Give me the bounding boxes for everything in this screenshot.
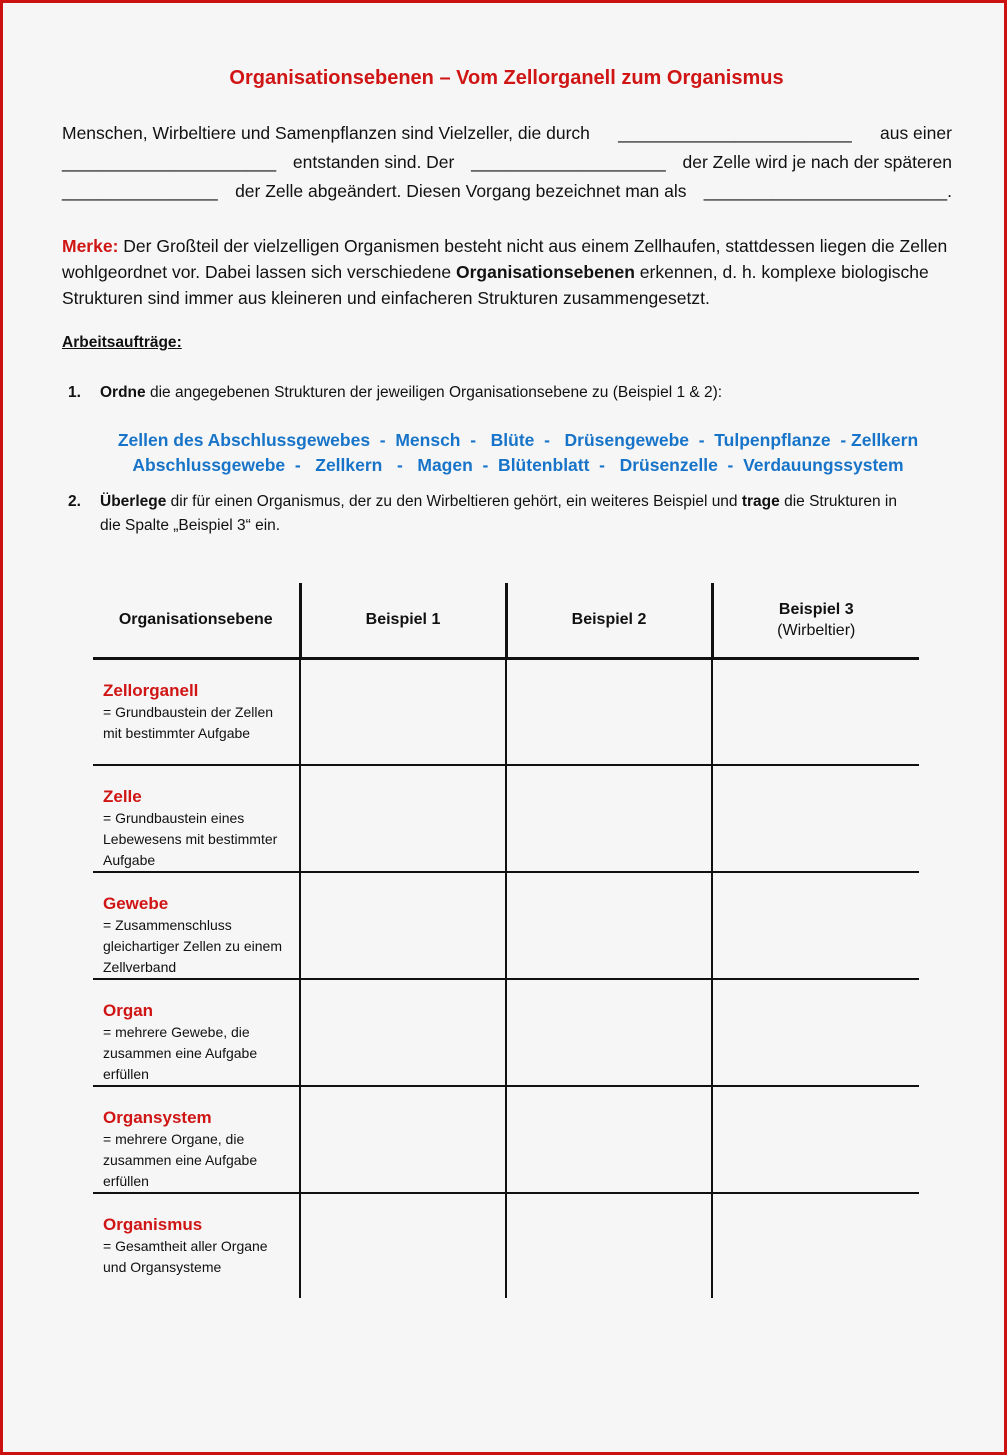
answer-cell-beispiel-2[interactable]: [506, 765, 712, 872]
answer-cell-beispiel-3[interactable]: [712, 872, 919, 979]
answer-cell-beispiel-1[interactable]: [300, 1193, 506, 1298]
arbeitsauftraege-heading: Arbeitsaufträge:: [62, 334, 182, 351]
level-cell: [93, 979, 300, 1086]
word-bank-line-2: Abschlussgewebe - Zellkern - Magen - Blütenblatt - Drüsenzelle - Verdauungssystem: [132, 455, 904, 475]
answer-cell-beispiel-3[interactable]: [712, 1193, 919, 1298]
level-description: = mehrere Organe, die zusammen eine Aufgabe erfüllen: [103, 1131, 258, 1189]
merke-note: [62, 233, 954, 311]
level-cell: [93, 872, 300, 979]
word-bank: [93, 428, 943, 478]
task-2: [68, 490, 908, 538]
level-cell: [93, 659, 300, 766]
header-beispiel-1: Beispiel 1: [300, 583, 506, 659]
intro-text: aus einer: [879, 123, 952, 143]
level-name: Organ: [103, 1001, 154, 1020]
merke-text: Der Großteil der vielzelligen Organismen besteht nicht aus einem Zellhaufen, stattdessen liegen die Zellen wohlgeordnet vor. Dabei lassen sich verschiedene: [62, 236, 948, 282]
blank-line: ____________________: [471, 152, 666, 172]
answer-cell-beispiel-2[interactable]: [506, 1193, 712, 1298]
table-row: [93, 872, 919, 979]
level-cell: [93, 1193, 300, 1298]
level-description: = Zusammenschluss gleichartiger Zellen zu einem Zellverband: [103, 917, 282, 975]
table-row: [93, 1193, 919, 1298]
task-number: 2.: [68, 493, 81, 510]
intro-text: entstanden sind. Der: [292, 152, 455, 172]
answer-cell-beispiel-2[interactable]: [506, 979, 712, 1086]
answer-cell-beispiel-3[interactable]: [712, 765, 919, 872]
task-verb: Ordne: [100, 384, 146, 401]
merke-bold-term: Organisationsebenen: [455, 262, 635, 282]
answer-cell-beispiel-2[interactable]: [506, 872, 712, 979]
organisation-table: [93, 583, 919, 1298]
task-verb: trage: [741, 493, 780, 510]
word-bank-line-1: Zellen des Abschlussgewebes - Mensch - Blüte - Drüsengewebe - Tulpenpflanze - Zellkern: [117, 430, 919, 450]
level-description: = mehrere Gewebe, die zusammen eine Aufgabe erfüllen: [103, 1024, 258, 1082]
answer-cell-beispiel-3[interactable]: [712, 659, 919, 766]
header-organisationsebene: Organisationsebene: [93, 583, 300, 659]
task-verb: Überlege: [100, 493, 167, 510]
blank-line: ________________________: [618, 123, 852, 143]
intro-line-3: [62, 177, 952, 206]
level-description: = Grundbaustein der Zellen mit bestimmter Aufgabe: [103, 704, 274, 741]
level-cell: [93, 1086, 300, 1193]
task-number: 1.: [68, 384, 81, 401]
merke-label: Merke:: [62, 236, 119, 256]
answer-cell-beispiel-1[interactable]: [300, 659, 506, 766]
answer-cell-beispiel-1[interactable]: [300, 872, 506, 979]
blank-line: ________________: [62, 181, 218, 201]
answer-cell-beispiel-2[interactable]: [506, 1086, 712, 1193]
blank-line: _________________________.: [703, 181, 952, 201]
table-row: [93, 979, 919, 1086]
level-name: Zelle: [103, 787, 142, 806]
level-description: = Gesamtheit aller Organe und Organsysteme: [103, 1238, 268, 1275]
header-beispiel-3-label: Beispiel 3: [778, 600, 854, 618]
task-text: dir für einen Organismus, der zu den Wirbeltieren gehört, ein weiteres Beispiel und: [166, 493, 742, 510]
header-beispiel-2: Beispiel 2: [506, 583, 712, 659]
level-name: Gewebe: [103, 894, 169, 913]
answer-cell-beispiel-3[interactable]: [712, 979, 919, 1086]
intro-text: der Zelle wird je nach der späteren: [682, 152, 952, 172]
answer-cell-beispiel-2[interactable]: [506, 659, 712, 766]
task-1: [68, 381, 908, 405]
intro-line-1: [62, 119, 952, 148]
answer-cell-beispiel-1[interactable]: [300, 979, 506, 1086]
intro-line-2: [62, 148, 952, 177]
table-row: [93, 1086, 919, 1193]
table-row: [93, 765, 919, 872]
answer-cell-beispiel-1[interactable]: [300, 1086, 506, 1193]
intro-text: Menschen, Wirbeltiere und Samenpflanzen sind Vielzeller, die durch: [62, 123, 590, 143]
blank-line: ______________________: [62, 152, 277, 172]
task-text: die angegebenen Strukturen der jeweiligen Organisationsebene zu (Beispiel 1 & 2):: [145, 384, 723, 401]
intro-paragraph: [62, 119, 952, 206]
answer-cell-beispiel-1[interactable]: [300, 765, 506, 872]
level-cell: [93, 765, 300, 872]
page-title: Organisationsebenen – Vom Zellorganell zum Organismus: [229, 67, 784, 89]
header-beispiel-3-sub: (Wirbeltier): [777, 621, 856, 639]
task-text: die Strukturen in die Spalte „Beispiel 3“ ein.: [100, 493, 897, 534]
level-name: Organismus: [103, 1215, 203, 1234]
level-description: = Grundbaustein eines Lebewesens mit bestimmter Aufgabe: [103, 810, 278, 868]
level-name: Zellorganell: [103, 681, 199, 700]
table-row: [93, 659, 919, 766]
merke-text: erkennen, d. h. komplexe biologische Strukturen sind immer aus kleineren und einfacheren Strukturen zusammengesetzt.: [62, 262, 929, 308]
intro-text: der Zelle abgeändert. Diesen Vorgang bezeichnet man als: [235, 181, 687, 201]
level-name: Organsystem: [103, 1108, 212, 1127]
answer-cell-beispiel-3[interactable]: [712, 1086, 919, 1193]
arbeitsauftraege-label: Arbeitsaufträge: [62, 334, 177, 351]
header-beispiel-3: [712, 583, 919, 659]
table-header-row: [93, 583, 919, 659]
